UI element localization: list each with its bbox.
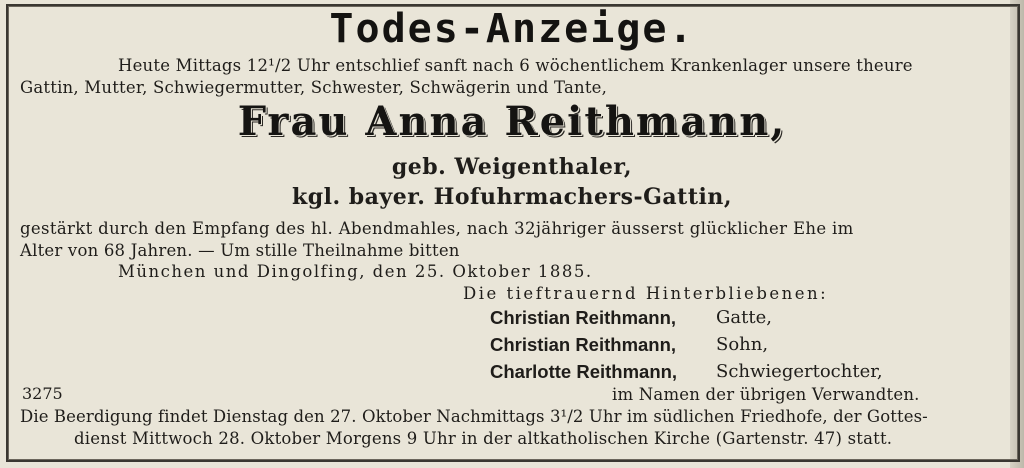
notice-title: Todes-Anzeige. (329, 6, 695, 52)
deceased-name: Frau Anna Reithmann, (237, 98, 787, 145)
family-member-relation: Gatte, (716, 307, 772, 328)
family-member-name: Charlotte Reithmann, (490, 361, 678, 382)
funeral-line-2: dienst Mittwoch 28. Oktober Morgens 9 Uhr in der altkatholischen Kirche (Gartenstr. 47) statt. (74, 429, 893, 448)
body-line-2: Alter von 68 Jahren. — Um stille Theilnahme bitten (20, 241, 460, 260)
family-member-relation: Sohn, (716, 334, 769, 355)
family-member-name: Christian Reithmann, (490, 334, 677, 355)
maiden-name: geb. Weigenthaler, (391, 154, 633, 180)
funeral-line-1: Die Beerdigung findet Dienstag den 27. Oktober Nachmittags 3¹/2 Uhr im südlichen Friedhofe, der Gottes- (20, 407, 928, 426)
family-member-relation: Schwiegertochter, (716, 361, 883, 382)
intro-line-2: Gattin, Mutter, Schwiegermutter, Schwester, Schwägerin und Tante, (20, 78, 608, 97)
place-date: München und Dingolfing, den 25. Oktober 1885. (118, 262, 593, 281)
body-line-1: gestärkt durch den Empfang des hl. Abendmahles, nach 32jähriger äusserst glücklicher Ehe im (20, 219, 854, 238)
title-role: kgl. bayer. Hofuhrmachers-Gattin, (291, 184, 733, 210)
mourners-heading: Die tieftrauernd Hinterbliebenen: (463, 284, 829, 303)
ad-number: 3275 (22, 384, 63, 403)
family-member-name: Christian Reithmann, (490, 307, 677, 328)
intro-line-1: Heute Mittags 12¹/2 Uhr entschlief sanft nach 6 wöchentlichem Krankenlager unsere theure (118, 56, 913, 75)
relatives-line: im Namen der übrigen Verwandten. (612, 385, 920, 404)
